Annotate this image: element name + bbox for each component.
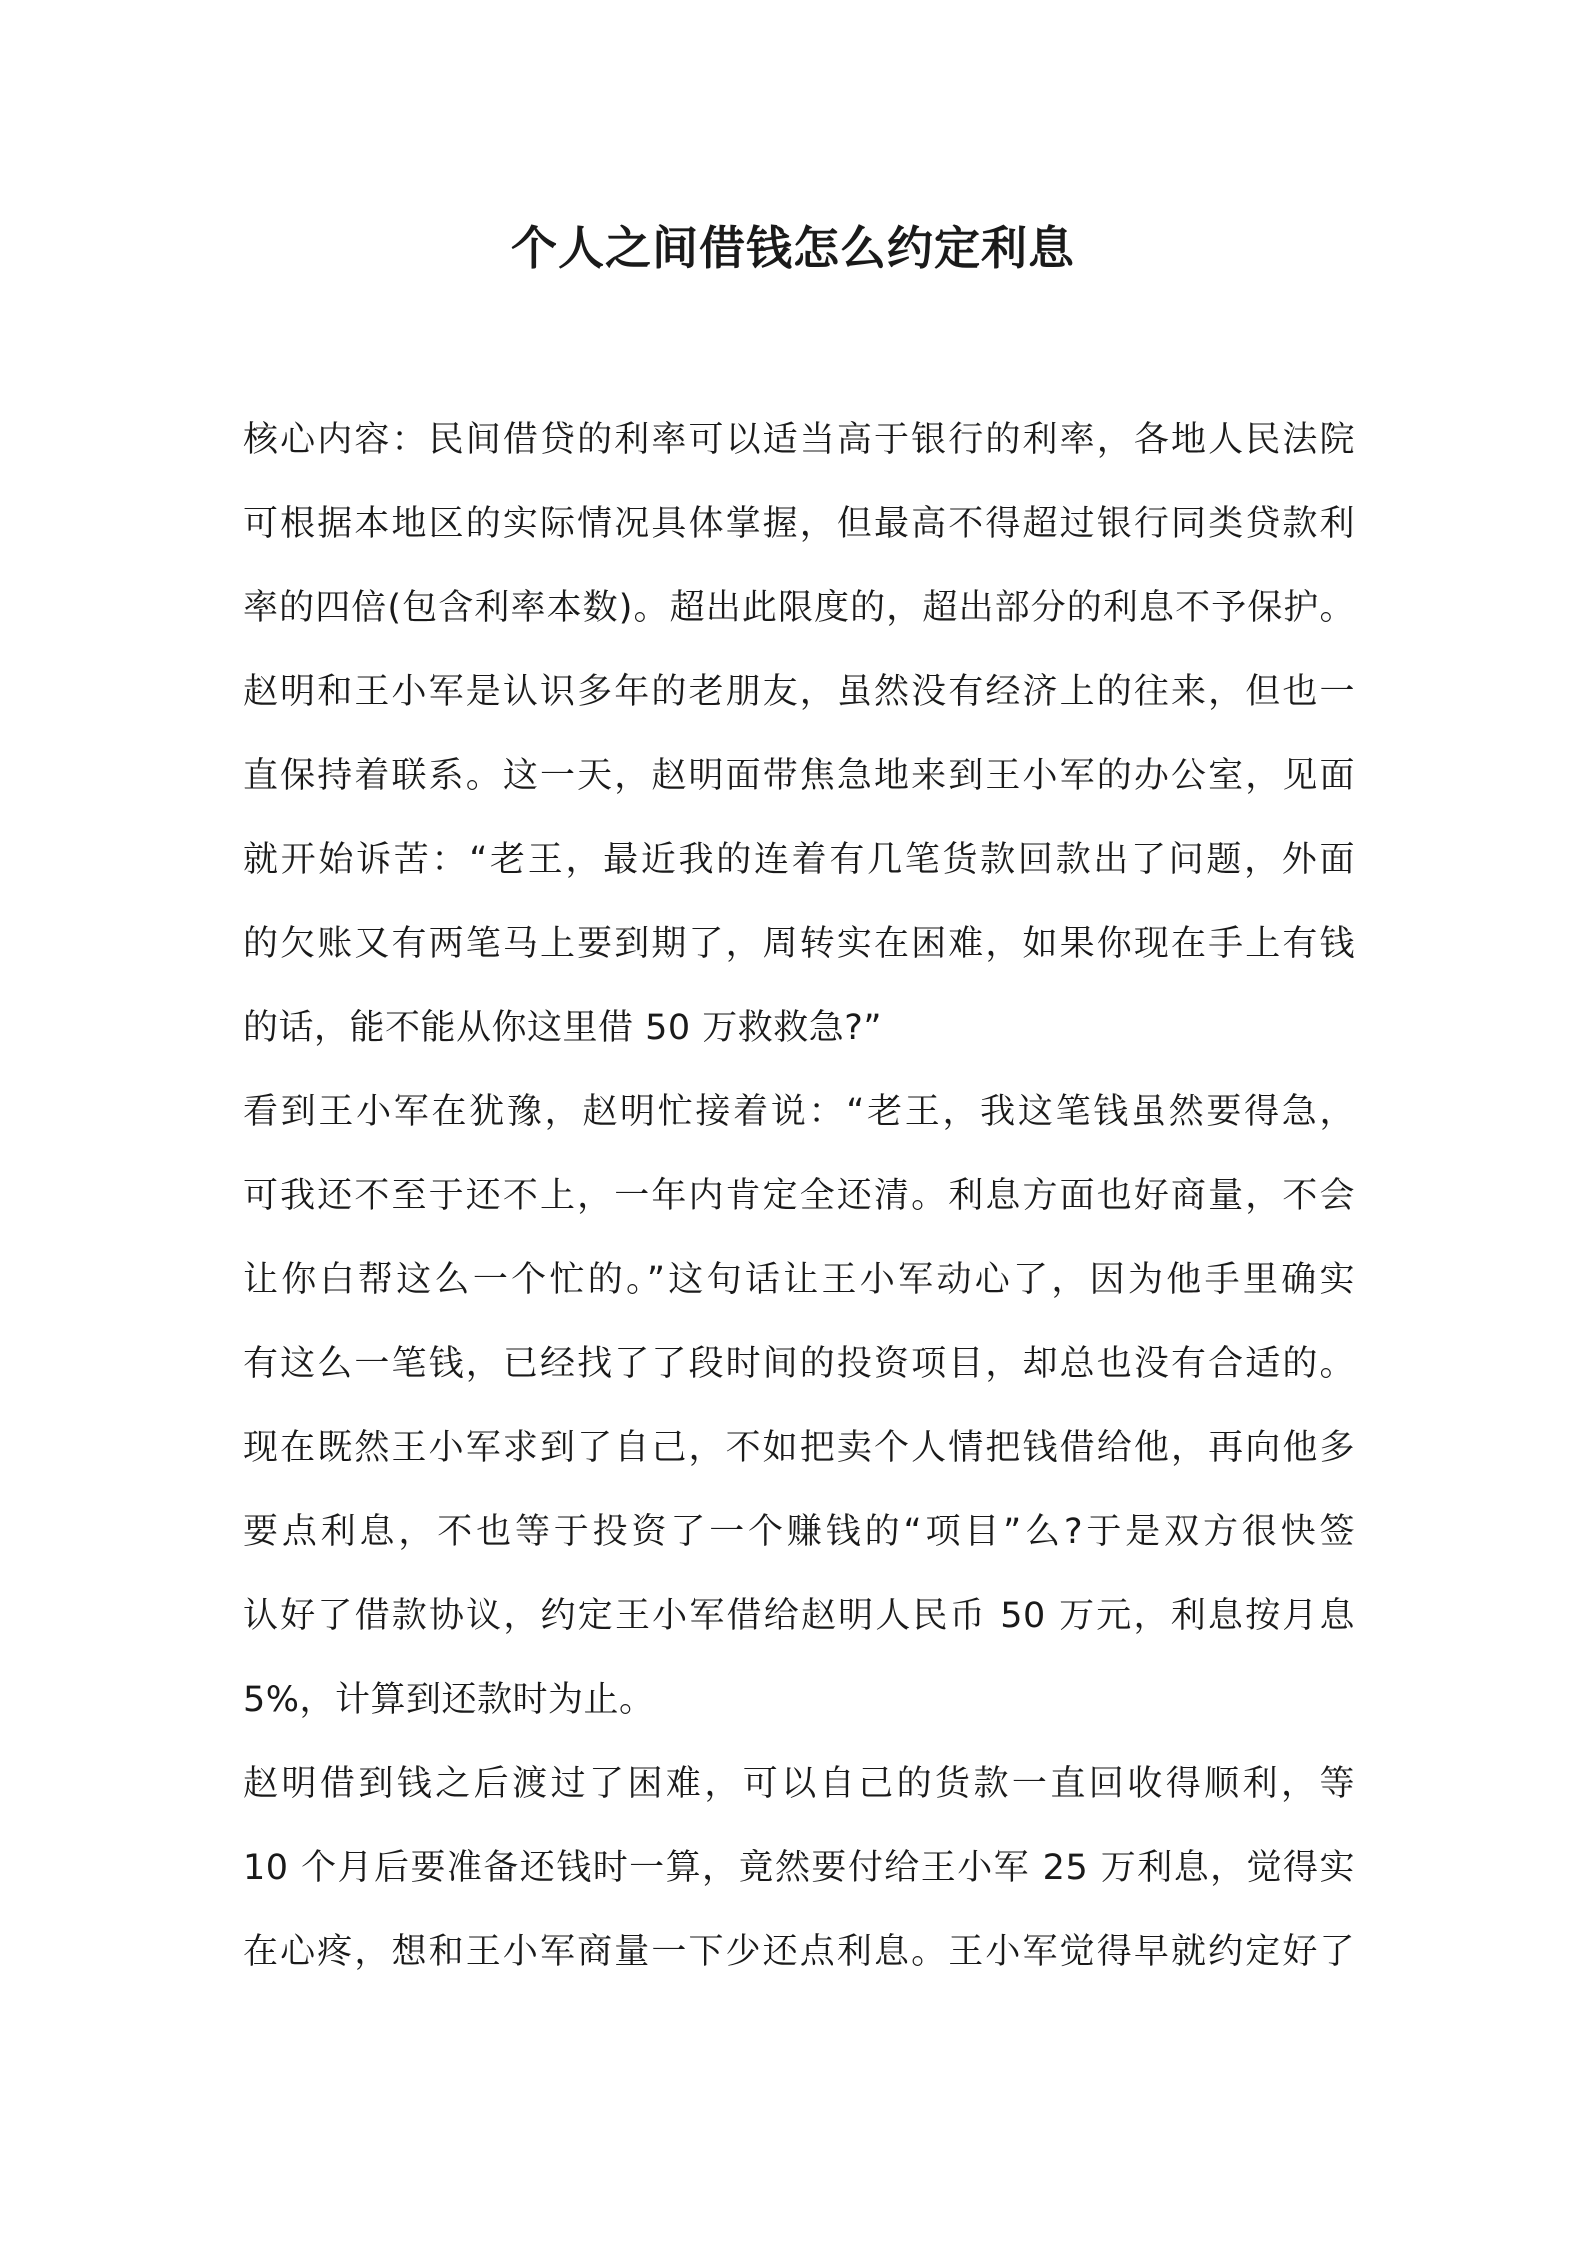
text-line: 核心内容：民间借贷的利率可以适当高于银行的利率，各地人民法院 <box>243 420 1355 460</box>
text-line: 的话，能不能从你这里借 50 万救救急?” <box>243 1008 882 1048</box>
text-line: 率的四倍(包含利率本数)。超出此限度的，超出部分的利息不予保护。 <box>243 588 1355 628</box>
text-line: 让你白帮这么一个忙的。”这句话让王小军动心了，因为他手里确实 <box>243 1260 1355 1300</box>
text-line: 可根据本地区的实际情况具体掌握，但最高不得超过银行同类贷款利 <box>243 504 1355 544</box>
text-line: 5%，计算到还款时为止。 <box>243 1680 655 1720</box>
text-line: 在心疼，想和王小军商量一下少还点利息。王小军觉得早就约定好了 <box>243 1932 1355 1972</box>
text-line: 10 个月后要准备还钱时一算，竟然要付给王小军 25 万利息，觉得实 <box>243 1848 1355 1888</box>
text-line: 赵明和王小军是认识多年的老朋友，虽然没有经济上的往来，但也一 <box>243 672 1355 712</box>
document-title: 个人之间借钱怎么约定利息 <box>511 221 1075 275</box>
text-line: 要点利息，不也等于投资了一个赚钱的“项目”么?于是双方很快签 <box>243 1512 1355 1552</box>
text-line: 可我还不至于还不上，一年内肯定全还清。利息方面也好商量，不会 <box>243 1176 1355 1216</box>
text-line: 看到王小军在犹豫，赵明忙接着说：“老王，我这笔钱虽然要得急， <box>243 1092 1355 1132</box>
text-line: 赵明借到钱之后渡过了困难，可以自己的货款一直回收得顺利，等 <box>243 1764 1355 1804</box>
text-line: 的欠账又有两笔马上要到期了，周转实在困难，如果你现在手上有钱 <box>243 924 1355 964</box>
text-line: 认好了借款协议，约定王小军借给赵明人民币 50 万元，利息按月息 <box>243 1596 1355 1636</box>
text-line: 直保持着联系。这一天，赵明面带焦急地来到王小军的办公室，见面 <box>243 756 1355 796</box>
document-body <box>243 398 1355 1994</box>
text-line: 就开始诉苦：“老王，最近我的连着有几笔货款回款出了问题，外面 <box>243 840 1355 880</box>
text-line: 现在既然王小军求到了自己，不如把卖个人情把钱借给他，再向他多 <box>243 1428 1355 1468</box>
text-line: 有这么一笔钱，已经找了了段时间的投资项目，却总也没有合适的。 <box>243 1344 1355 1384</box>
